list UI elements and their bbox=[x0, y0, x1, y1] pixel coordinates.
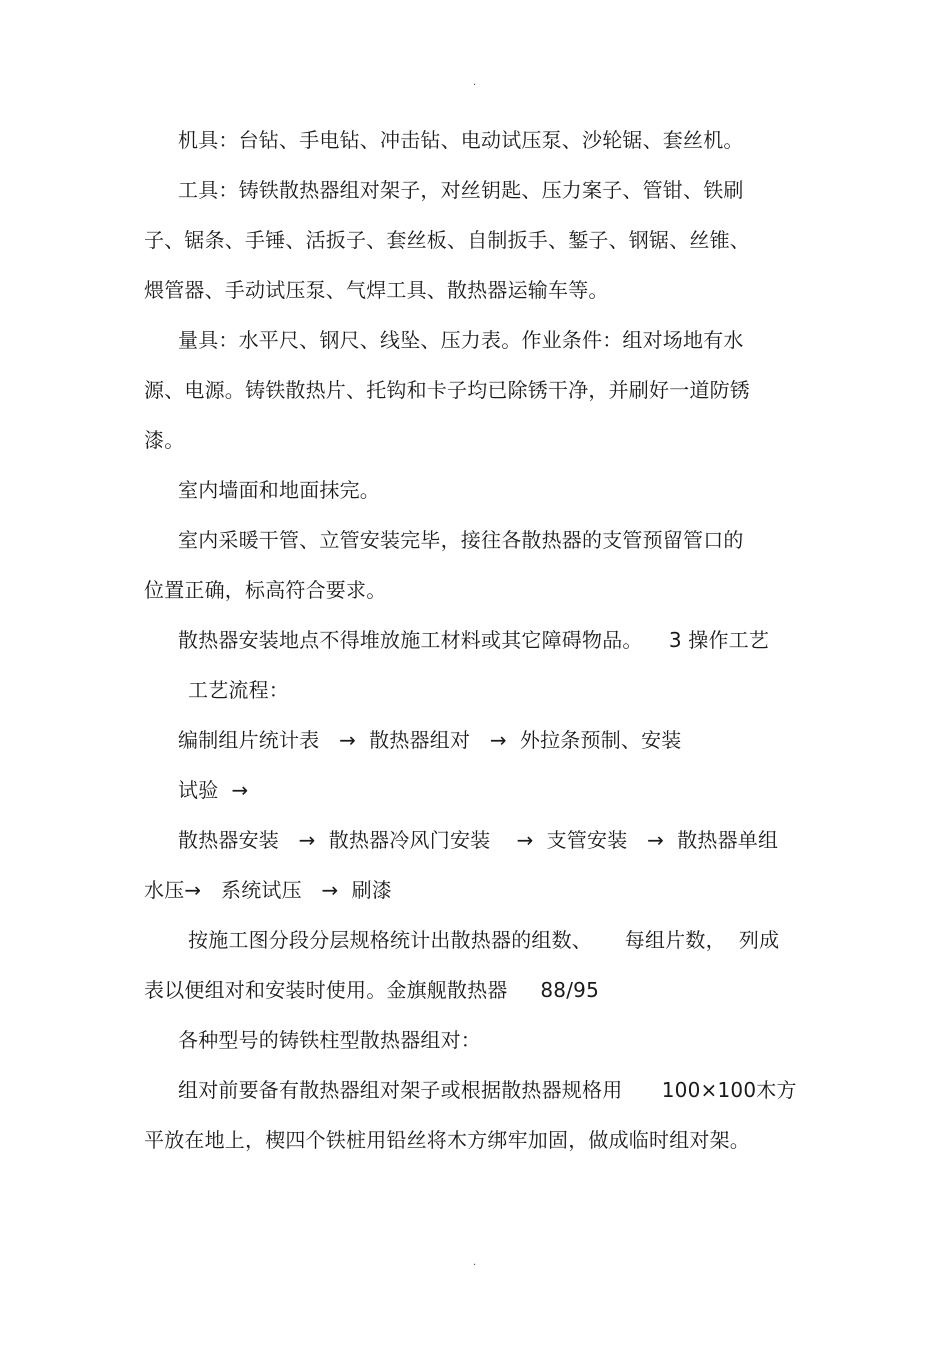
text-line: 室内采暖干管、立管安装完毕，接往各散热器的支管预留管口的 bbox=[178, 528, 744, 552]
text-line: 室内墙面和地面抹完。 bbox=[178, 478, 380, 502]
process-flow-line: 编制组片统计表 → 散热器组对 → 外拉条预制、安装 bbox=[178, 728, 682, 752]
page-top-mark: . bbox=[473, 77, 477, 88]
text-line: 各种型号的铸铁柱型散热器组对： bbox=[178, 1028, 481, 1052]
text-line: 源、电源。铸铁散热片、托钩和卡子均已除锈干净，并刷好一道防锈 bbox=[144, 378, 750, 402]
text-line: 散热器安装地点不得堆放施工材料或其它障碍物品。 3 操作工艺 bbox=[178, 628, 770, 652]
process-flow-line: 散热器安装 → 散热器冷风门安装 → 支管安装 → 散热器单组 bbox=[178, 828, 779, 852]
process-flow-line: 试验 → bbox=[178, 778, 249, 802]
text-line: 表以便组对和安装时使用。金旗舰散热器 88/95 bbox=[144, 978, 600, 1002]
text-line: 按施工图分段分层规格统计出散热器的组数、 每组片数， 列成 bbox=[188, 928, 780, 952]
text-line: 煨管器、手动试压泵、气焊工具、散热器运输车等。 bbox=[144, 278, 609, 302]
text-line: 量具：水平尺、钢尺、线坠、压力表。作业条件：组对场地有水 bbox=[178, 328, 744, 352]
text-line: 机具：台钻、手电钻、冲击钻、电动试压泵、沙轮锯、套丝机。 bbox=[178, 128, 744, 152]
text-line: 位置正确，标高符合要求。 bbox=[144, 578, 387, 602]
text-line: 组对前要备有散热器组对架子或根据散热器规格用 100×100木方 bbox=[178, 1078, 797, 1102]
text-line: 工具：铸铁散热器组对架子，对丝钥匙、压力案子、管钳、铁刷 bbox=[178, 178, 744, 202]
text-line: 平放在地上，楔四个铁桩用铅丝将木方绑牢加固，做成临时组对架。 bbox=[144, 1128, 750, 1152]
page-bottom-mark: . bbox=[473, 1257, 477, 1268]
section-heading: 工艺流程： bbox=[188, 678, 289, 702]
text-line: 子、锯条、手锤、活扳子、套丝板、自制扳手、錾子、钢锯、丝锥、 bbox=[144, 228, 750, 252]
process-flow-line: 水压→ 系统试压 → 刷漆 bbox=[144, 878, 392, 902]
text-line: 漆。 bbox=[144, 428, 185, 452]
